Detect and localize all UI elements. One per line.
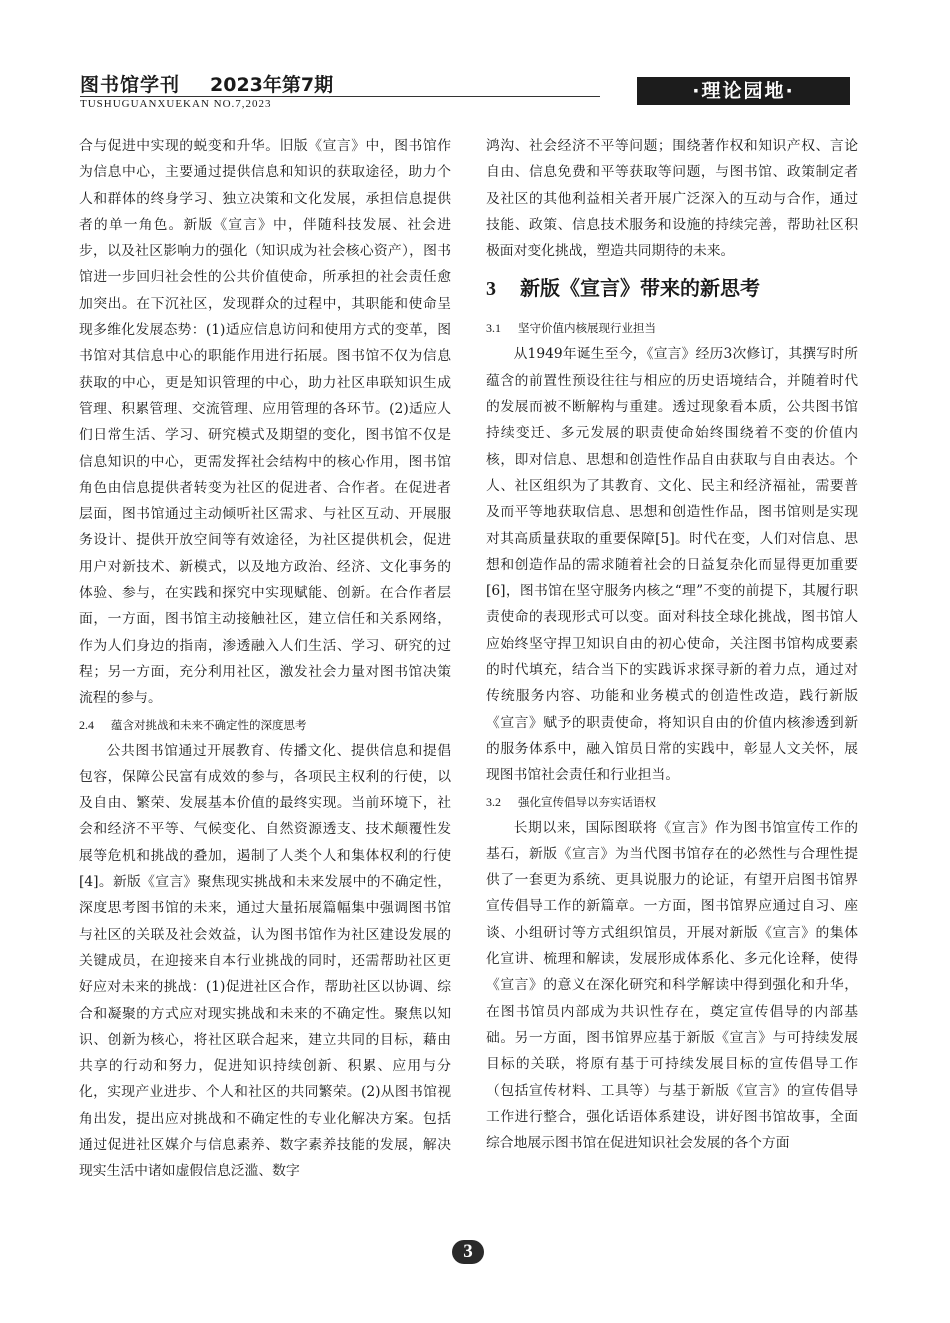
subsection-title: 坚守价值内核展现行业担当 — [518, 321, 656, 336]
section-title: 新版《宣言》带来的新思考 — [520, 276, 760, 301]
journal-name: 图书馆学刊 — [80, 74, 181, 96]
subsection-number: 3.2 — [486, 794, 501, 809]
subsection-heading-3-2 — [486, 789, 858, 815]
body-paragraph: 鸿沟、社会经济不平等问题；围绕著作权和知识产权、言论自由、信息免费和平等获取等问题，与图书馆、政策制定者及社区的其他利益相关者开展广泛深入的互动与合作，通过技能、政策、信息技术服务和设施的持续完善，帮助社区积极面对变化挑战，塑造共同期待的未来。 — [486, 138, 858, 260]
left-column — [79, 133, 451, 1185]
page-number: 3 — [452, 1240, 484, 1264]
subsection-heading-2-4 — [79, 712, 451, 738]
subsection-number: 3.1 — [486, 321, 501, 336]
header-divider — [80, 96, 600, 97]
subsection-heading-3-1 — [486, 315, 858, 341]
journal-pinyin: TUSHUGUANXUEKAN NO.7,2023 — [80, 98, 272, 110]
right-column — [486, 133, 858, 1156]
section-label: ·理论园地· — [637, 77, 850, 105]
section-number: 3 — [486, 278, 496, 301]
subsection-title: 蕴含对挑战和未来不确定性的深度思考 — [111, 717, 307, 732]
body-paragraph: 从1949年诞生至今，《宣言》经历3次修订，其撰写时所蕴含的前置性预设往往与相应的历史语境结合，并随着时代的发展而被不断解构与重建。透过现象看本质，公共图书馆持续变迁、多元发展的职责使命始终围绕着不变的价值内核，即对信息、思想和创造性作品自由获取与自由表达。个人、社区组织为了其教育、文化、民主和经济福祉，需要普及而平等地获取信息、思想和创造性作品，图书馆则是实现对其高质量获取的重要保障[5]。时代在变，人们对信息、思想和创造作品的需求随着社会的日益复杂化而显得更加重要[6]，图书馆在坚守服务内核之“理”不变的前提下，其履行职责使命的表现形式可以变。面对科技全球化挑战，图书馆人应始终坚守捍卫知识自由的初心使命，关注图书馆构成要素的时代填充，结合当下的实践诉求探寻新的着力点，通过对传统服务内容、功能和业务模式的创造性改造，践行新版《宣言》赋予的职责使命，将知识自由的价值内核渗透到新的服务体系中，融入馆员日常的实践中，彰显人文关怀，展现图书馆社会责任和行业担当。 — [486, 346, 858, 784]
body-paragraph: 合与促进中实现的蜕变和升华。旧版《宣言》中，图书馆作为信息中心，主要通过提供信息和知识的获取途径，助力个人和群体的终身学习、独立决策和文化发展，承担信息提供者的单一角色。新版《宣言》中，伴随科技发展、社会进步，以及社区影响力的强化（知识成为社会核心资产），图书馆进一步回归社会性的公共价值使命，所承担的社会责任愈加突出。在下沉社区，发现群众的过程中，其职能和使命呈现多维化发展态势：(1)适应信息访问和使用方式的变革，图书馆对其信息中心的职能作用进行拓展。图书馆不仅为信息获取的中心，更是知识管理的中心，助力社区串联知识生成管理、积累管理、交流管理、应用管理的各环节。(2)适应人们日常生活、学习、研究模式及期望的变化，图书馆不仅是信息知识的中心，更需发挥社会结构中的核心作用，图书馆角色由信息提供者转变为社区的促进者、合作者。在促进者层面，图书馆通过主动倾听社区需求、与社区互动、开展服务设计、提供开放空间等有效途径，为社区提供机会，促进用户对新技术、新模式，以及地方政治、经济、文化事务的体验、参与，在实践和探究中实现赋能、创新。在合作者层面，一方面，图书馆主动接触社区，建立信任和关系网络，作为人们身边的指南，渗透融入人们生活、学习、研究的过程；另一方面，充分利用社区，激发社会力量对图书馆决策流程的参与。 — [79, 138, 451, 707]
subsection-number: 2.4 — [79, 717, 94, 732]
body-paragraph: 公共图书馆通过开展教育、传播文化、提供信息和提倡包容，保障公民富有成效的参与，各项民主权利的行使，以及自由、繁荣、发展基本价值的最终实现。当前环境下，社会和经济不平等、气候变化、自然资源透支、技术颠覆性发展等危机和挑战的叠加，遏制了人类个人和集体权利的行使[4]。新版《宣言》聚焦现实挑战和未来发展中的不确定性，深度思考图书馆的未来，通过大量拓展篇幅集中强调图书馆与社区的关联及社会效益，认为图书馆作为社区建设发展的关键成员，在迎接来自本行业挑战的同时，还需帮助社区更好应对未来的挑战：(1)促进社区合作，帮助社区以协调、综合和凝聚的方式应对现实挑战和未来的不确定性。聚焦以知识、创新为核心，将社区联合起来，建立共同的目标，藉由共享的行动和努力，促进知识持续创新、积累、应用与分化，实现产业进步、个人和社区的共同繁荣。(2)从图书馆视角出发，提出应对挑战和不确定性的专业化解决方案。包括通过促进社区媒介与信息素养、数字素养技能的发展，解决现实生活中诸如虚假信息泛滥、数字 — [79, 742, 451, 1180]
journal-issue: 2023年第7期 — [210, 74, 334, 96]
body-paragraph: 长期以来，国际图联将《宣言》作为图书馆宣传工作的基石，新版《宣言》为当代图书馆存在的必然性与合理性提供了一套更为系统、更具说服力的论证，有望开启图书馆界宣传倡导工作的新篇章。一方面，图书馆界应通过自习、座谈、小组研讨等方式组织馆员，开展对新版《宣言》的集体化宣讲、梳理和解读，发展形成体系化、多元化诠释，使得《宣言》的意义在深化研究和科学解读中得到强化和升华，在图书馆员内部成为共识性存在，奠定宣传倡导的内部基础。另一方面，图书馆界应基于新版《宣言》与可持续发展目标的关联，将原有基于可持续发展目标的宣传倡导工作（包括宣传材料、工具等）与基于新版《宣言》的宣传倡导工作进行整合，强化话语体系建设，讲好图书馆故事，全面综合地展示图书馆在促进知识社会发展的各个方面 — [486, 819, 858, 1152]
section-heading-3 — [486, 270, 858, 307]
subsection-title: 强化宣传倡导以夯实话语权 — [518, 794, 656, 809]
